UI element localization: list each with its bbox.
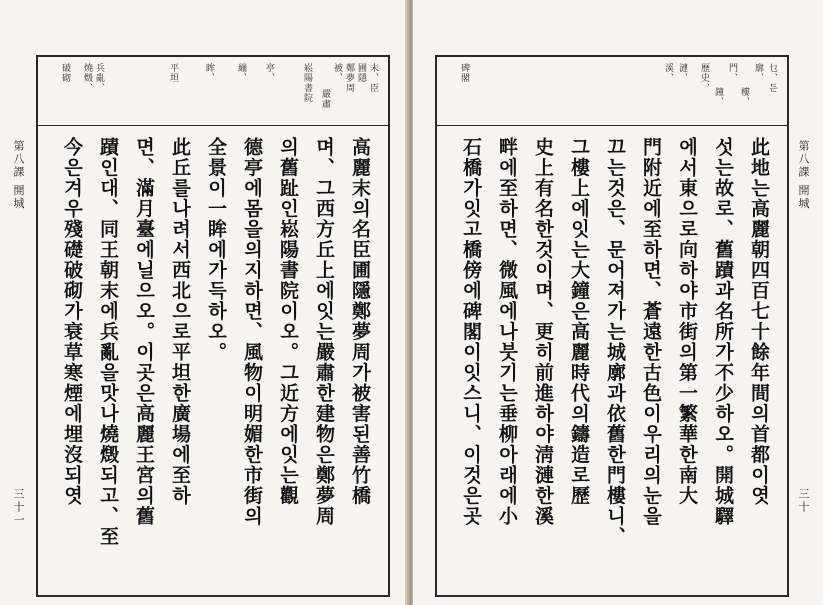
text-column: 此丘를나려서西北으로平坦한廣場에至하 (169, 137, 191, 506)
text-column: 며、그西方丘上에잇는嚴肅한建物은鄭夢周 (313, 137, 335, 527)
page-number: 三十一 (12, 488, 25, 527)
annotation: 亭、 (264, 63, 274, 83)
text-column: 畔에至하면、微風에나붓기는垂柳아래에小 (496, 137, 518, 527)
annotation-band (38, 57, 388, 126)
text-column: 此地는高麗朝四百七十餘年間의首都이엿 (748, 137, 770, 506)
annotation: 歷史、 (699, 63, 709, 93)
annotation: 溪、 (663, 63, 673, 83)
annotation: 碑閣 (459, 63, 469, 83)
text-column: 면、滿月臺에닐으오。이곳은高麗王宮의舊 (133, 137, 155, 527)
annotation: 乜、든 (767, 63, 777, 93)
annotation-band (437, 57, 787, 126)
annotation: 燒燬、 (82, 63, 92, 93)
annotation: 門、 (727, 63, 737, 83)
annotation: 廓、 (753, 63, 763, 83)
text-column: 蹟인대、同王朝末에兵亂을맛나燒燬되고、至 (97, 137, 119, 547)
annotation: 平坦 (168, 63, 178, 83)
text-column: 今은겨우殘礎破砌가衰草寒煙에埋沒되엿 (61, 137, 83, 506)
annotation: 眸、 (204, 63, 214, 83)
annotation: 被、 (332, 63, 342, 83)
page-number: 三十 (797, 488, 810, 514)
running-head: 第八課 開城 (12, 140, 25, 211)
text-column: 끄는것은、문어져가는城廓과依舊한門樓니、 (604, 137, 626, 547)
annotation: 破砌 (60, 63, 70, 83)
text-column: 에서東으로向하야市街의第一繁華한南大 (676, 137, 698, 506)
annotation: 鐘、 (713, 87, 723, 107)
text-column: 德亭에몸을의지하면、風物이明媚한市街의 (241, 137, 263, 527)
text-column: 門附近에至하면、蒼遠한古色이우리의눈을 (640, 137, 662, 527)
annotation: 鄭夢周 (344, 63, 354, 93)
annotation: 樓、 (739, 87, 749, 107)
text-column: 高麗末의名臣圃隱鄭夢周가被害된善竹橋 (349, 137, 371, 506)
right-page (413, 0, 823, 605)
text-frame (36, 55, 390, 597)
annotation: 末、臣 (368, 63, 378, 93)
text-column: 史上有名한것이며、更히前進하야淸漣한溪 (532, 137, 554, 527)
annotation: 漣、 (677, 63, 687, 83)
text-column: 全景이一眸에가득하오。 (205, 137, 227, 363)
annotation: 兵亂、 (94, 63, 104, 93)
running-head: 第八課 開城 (797, 140, 810, 211)
text-column: 그樓上에잇는大鐘은高麗時代의鑄造로歷 (568, 137, 590, 506)
annotation: 嚴肅 (320, 89, 330, 109)
left-page (0, 0, 410, 605)
text-column: 의舊趾인崧陽書院이오。그近方에잇는觀 (277, 137, 299, 506)
text-column: 섯는故로、舊蹟과名所가不少하오。開城驛 (712, 137, 734, 527)
text-frame (435, 55, 789, 597)
annotation: 圃隱 (356, 63, 366, 83)
annotation: 崧陽書院 (302, 63, 312, 103)
text-column: 石橋가잇고橋傍에碑閣이잇스니、이것은곳 (460, 137, 482, 527)
annotation: 繃、 (236, 63, 246, 83)
